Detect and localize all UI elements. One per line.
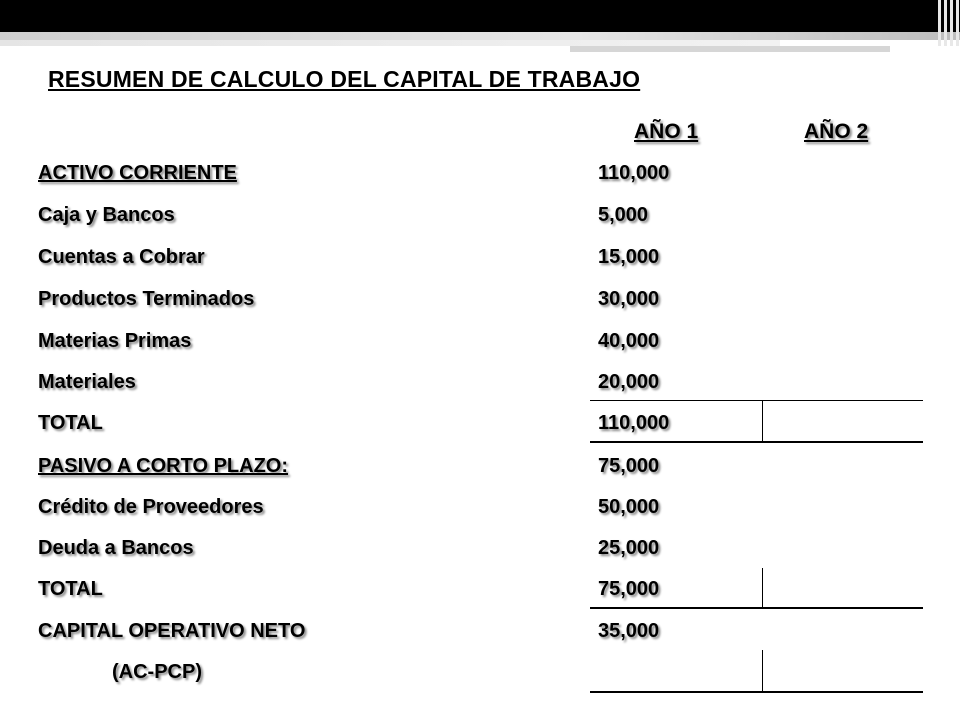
rule-divider-total-pasivo [762,568,763,608]
row-label-activo-corriente: ACTIVO CORRIENTE [38,162,237,184]
row-label-materiales: Materiales [38,371,136,393]
row-label-ac-pcp: (AC-PCP) [112,661,202,683]
row-label-total-pasivo: TOTAL [38,578,103,600]
header-stripe [570,46,890,52]
row-label-total-activo: TOTAL [38,412,103,434]
row-label-pasivo-corto-plazo: PASIVO A CORTO PLAZO: [38,455,289,477]
row-value-activo-corriente: 110,000 [598,162,670,184]
column-header-year-2: AÑO 2 [804,120,869,143]
row-label-materias-primas: Materias Primas [38,330,192,352]
rule-top-total-activo [590,400,923,401]
row-value-productos-terminados: 30,000 [598,288,660,310]
row-value-capital-operativo-neto: 35,000 [598,620,660,642]
rule-divider-total-activo [762,400,763,442]
row-label-capital-operativo-neto: CAPITAL OPERATIVO NETO [38,620,306,642]
row-value-materiales: 20,000 [598,371,660,393]
row-value-credito-proveedores: 50,000 [598,496,660,518]
row-value-total-activo: 110,000 [598,412,670,434]
row-value-caja-bancos: 5,000 [598,204,649,226]
row-value-pasivo-corto-plazo: 75,000 [598,455,660,477]
rule-bottom-total-pasivo [590,607,923,609]
row-value-cuentas-cobrar: 15,000 [598,246,660,268]
row-value-total-pasivo: 75,000 [598,578,660,600]
column-header-year-1: AÑO 1 [634,120,699,143]
row-value-deuda-bancos: 25,000 [598,537,660,559]
rule-bottom-ac-pcp [590,691,923,693]
header-bar [0,0,960,32]
page-title: RESUMEN DE CALCULO DEL CAPITAL DE TRABAJO [48,66,641,92]
rule-divider-ac-pcp [762,650,763,692]
header-stripe [0,32,960,40]
row-value-materias-primas: 40,000 [598,330,660,352]
row-label-cuentas-cobrar: Cuentas a Cobrar [38,246,205,268]
header-strips [936,0,960,46]
rule-bottom-total-activo [590,441,923,443]
row-label-deuda-bancos: Deuda a Bancos [38,537,194,559]
row-label-credito-proveedores: Crédito de Proveedores [38,496,264,518]
row-label-productos-terminados: Productos Terminados [38,288,255,310]
row-label-caja-bancos: Caja y Bancos [38,204,175,226]
